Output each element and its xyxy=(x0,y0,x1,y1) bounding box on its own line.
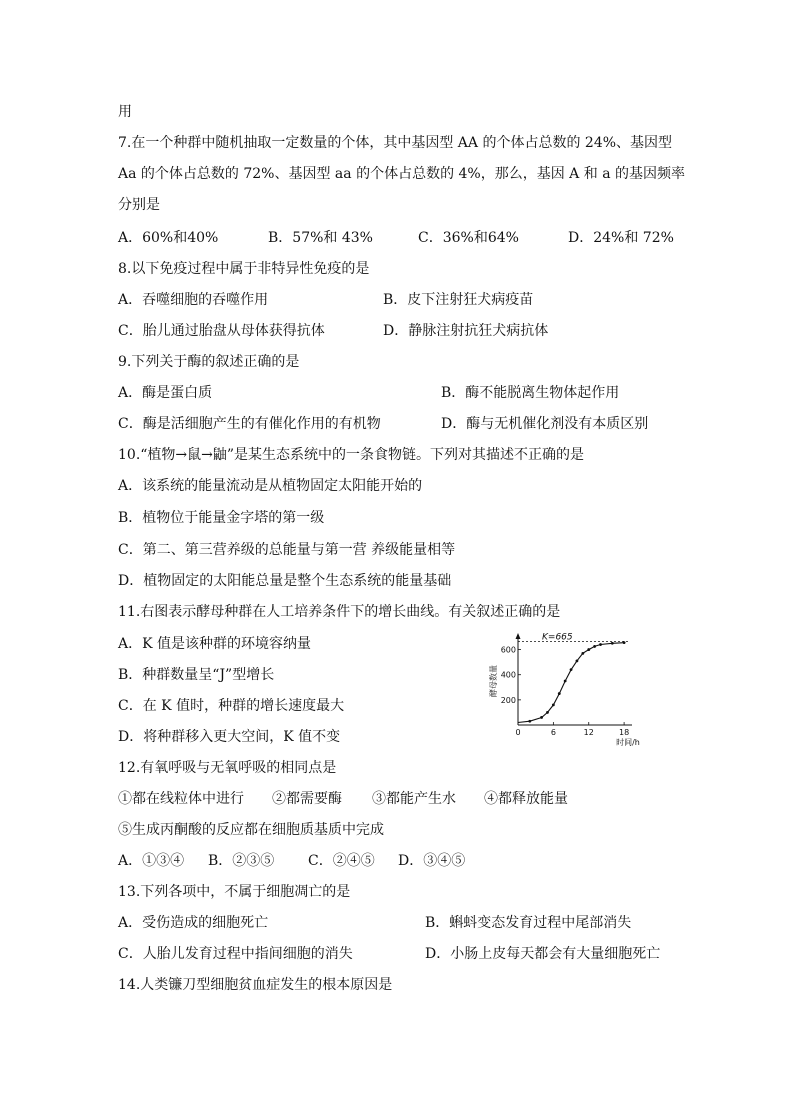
data-point xyxy=(611,642,614,645)
q12-option-c: C．②④⑤ xyxy=(308,853,375,869)
x-tick-label: 6 xyxy=(550,728,556,737)
q11-stem: 11.右图表示酵母种群在人工培养条件下的增长曲线。有关叙述正确的是 xyxy=(118,604,561,620)
data-point xyxy=(540,716,543,719)
line-continuation: 用 xyxy=(118,104,132,120)
y-axis-arrow xyxy=(516,633,521,639)
growth-curve-line xyxy=(518,643,624,723)
q7-stem-3: 分别是 xyxy=(118,197,160,213)
q11-option-d: D．将种群移入更大空间，K 值不变 xyxy=(118,729,341,745)
x-tick-label: 12 xyxy=(583,728,594,737)
q12-statement-5: ⑤生成丙酮酸的反应都在细胞质基质中完成 xyxy=(118,822,384,838)
data-point xyxy=(593,645,596,648)
q10-option-c: C．第二、第三营养级的总能量与第一营 养级能量相等 xyxy=(118,542,456,558)
q13-option-b: B．蝌蚪变态发育过程中尾部消失 xyxy=(425,915,632,931)
q10-option-d: D．植物固定的太阳能总量是整个生态系统的能量基础 xyxy=(118,573,452,589)
q8-option-a: A．吞噬细胞的吞噬作用 xyxy=(118,292,269,308)
q14-stem: 14.人类镰刀型细胞贫血症发生的根本原因是 xyxy=(118,977,393,993)
q9-option-d: D．酶与无机催化剂没有本质区别 xyxy=(441,416,649,432)
data-point xyxy=(564,680,567,683)
yeast-growth-chart xyxy=(488,630,640,752)
q12-statement-1: ①都在线粒体中进行 xyxy=(118,791,244,807)
data-point xyxy=(570,668,573,671)
q9-stem: 9.下列关于酶的叙述正确的是 xyxy=(118,354,300,370)
q10-option-b: B．植物位于能量金字塔的第一级 xyxy=(118,510,325,526)
data-point xyxy=(623,641,626,644)
x-tick-label: 18 xyxy=(619,728,630,737)
x-tick-label: 0 xyxy=(515,728,521,737)
q12-option-a: A．①③④ xyxy=(118,853,185,869)
q11-option-b: B．种群数量呈“J”型增长 xyxy=(118,667,275,683)
data-point xyxy=(528,720,531,723)
q7-stem-1: 7.在一个种群中随机抽取一定数量的个体，其中基因型 AA 的个体占总数的 24%、基因型 xyxy=(118,135,673,151)
data-point xyxy=(576,659,579,662)
data-point xyxy=(581,652,584,655)
k-value-label: K=665 xyxy=(542,632,573,643)
q9-option-a: A．酶是蛋白质 xyxy=(118,385,213,401)
data-point xyxy=(558,692,561,695)
q8-option-b: B．皮下注射狂犬病疫苗 xyxy=(383,292,534,308)
q12-statement-4: ④都释放能量 xyxy=(484,791,568,807)
q7-option-a: A．60%和40% xyxy=(118,230,219,246)
q11-option-a: A．K 值是该种群的环境容纳量 xyxy=(118,636,312,652)
q10-stem: 10.“植物→鼠→鼬”是某生态系统中的一条食物链。下列对其描述不正确的是 xyxy=(118,447,585,463)
q9-option-b: B．酶不能脱离生物体起作用 xyxy=(441,385,620,401)
q12-option-b: B．②③⑤ xyxy=(208,853,275,869)
y-tick-label: 400 xyxy=(500,670,516,680)
y-axis-label: 酵母数量 xyxy=(489,665,498,697)
data-point xyxy=(546,711,549,714)
y-tick-label: 600 xyxy=(500,645,516,655)
data-point xyxy=(552,703,555,706)
q12-option-d: D．③④⑤ xyxy=(398,853,466,869)
q8-option-d: D．静脉注射抗狂犬病抗体 xyxy=(383,323,549,339)
q7-option-d: D．24%和 72% xyxy=(568,230,674,246)
q8-stem: 8.以下免疫过程中属于非特异性免疫的是 xyxy=(118,261,370,277)
q10-option-a: A．该系统的能量流动是从植物固定太阳能开始的 xyxy=(118,478,423,494)
data-point xyxy=(587,648,590,651)
q12-statement-2: ②都需要酶 xyxy=(272,791,342,807)
q11-option-c: C．在 K 值时，种群的增长速度最大 xyxy=(118,698,345,714)
q13-option-c: C．人胎儿发育过程中指间细胞的消失 xyxy=(118,946,353,962)
q13-option-d: D．小肠上皮每天都会有大量细胞死亡 xyxy=(425,946,661,962)
y-tick-label: 200 xyxy=(500,695,516,705)
data-point xyxy=(599,643,602,646)
q8-option-c: C．胎儿通过胎盘从母体获得抗体 xyxy=(118,323,325,339)
q13-option-a: A．受伤造成的细胞死亡 xyxy=(118,915,269,931)
q12-statement-3: ③都能产生水 xyxy=(372,791,456,807)
q7-option-b: B．57%和 43% xyxy=(268,230,373,246)
q7-option-c: C．36%和64% xyxy=(418,230,519,246)
q9-option-c: C．酶是活细胞产生的有催化作用的有机物 xyxy=(118,416,381,432)
q13-stem: 13.下列各项中，不属于细胞凋亡的是 xyxy=(118,884,351,900)
q7-stem-2: Aa 的个体占总数的 72%、基因型 aa 的个体占总数的 4%，那么，基因 A 和 a 的基因频率 xyxy=(118,166,685,182)
q12-stem: 12.有氧呼吸与无氧呼吸的相同点是 xyxy=(118,760,337,776)
x-axis-label: 时间/h xyxy=(616,738,640,747)
